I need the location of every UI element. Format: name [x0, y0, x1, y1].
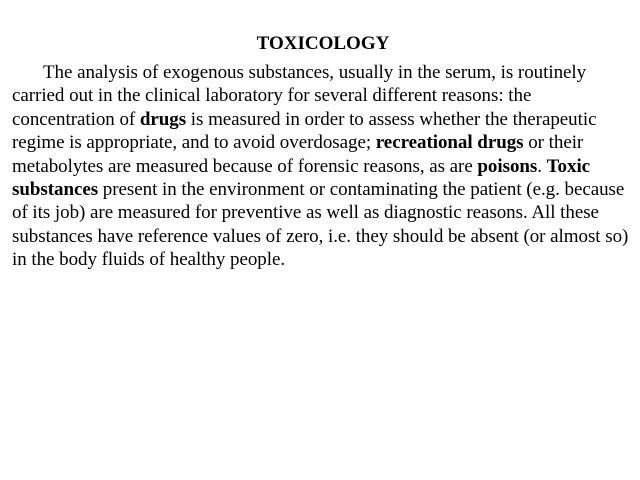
bold-term-drugs: drugs — [139, 108, 187, 130]
bold-term-recreational-drugs: recreational drugs — [375, 132, 524, 154]
bold-term-poisons: poisons — [477, 155, 538, 177]
text-run: or their metabolytes are measured because of forensic reasons, as are — [12, 132, 584, 177]
body-paragraph — [12, 61, 630, 272]
document-title: TOXICOLOGY — [256, 33, 390, 54]
text-run: present in the environment or contaminating the patient (e.g. because of its job) are measured for preventive as well as diagnostic reasons. All these substances have reference values of zero, i.e. they should be absent (or almost so) in the body fluids of healthy people. — [12, 179, 629, 271]
document-page — [12, 33, 630, 272]
text-run: is measured in order to assess whether the therapeutic regime is appropriate, and to avoid overdosage; — [12, 108, 597, 154]
text-run: . — [537, 155, 547, 177]
text-run: The analysis of exogenous substances, usually in the serum, is routinely carried out in the clinical laboratory for several different reasons: the concentration of — [12, 62, 587, 130]
bold-term-toxic-substances: Toxic substances — [12, 155, 591, 201]
